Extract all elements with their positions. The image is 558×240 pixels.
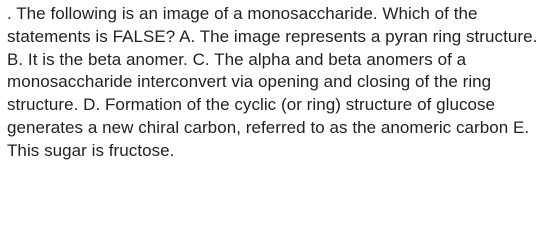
question-text: . The following is an image of a monosaccharide. Which of the statements is FALSE? A. The image represents a pyran ring structure. B. It is the beta anomer. C. The alpha and beta anomers of a monosaccharide interconvert via opening and closing of the ring structure. D. Formation of the cyclic (or ring) structure of glucose generates a new chiral carbon, referred to as the anomeric carbon E. This sugar is fructose. <box>7 4 538 160</box>
